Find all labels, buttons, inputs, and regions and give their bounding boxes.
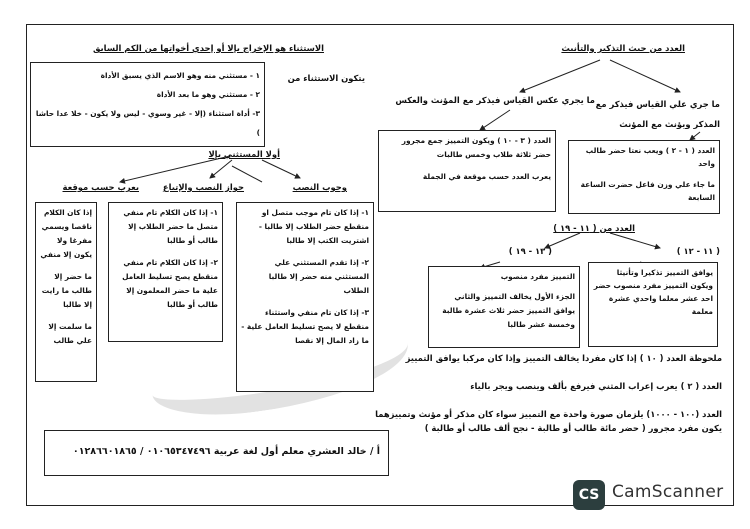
range-13-19-box (428, 266, 580, 348)
nasb-item: ١- إذا كان تام موجب متصل او منقطع حضر الطلاب إلا طالبا - اشتريت الكتب إلا طالبا (258, 208, 369, 245)
regular-rule: العدد ( ١ - ٢ ) ويعب نعتا حضر طالب واحد (585, 146, 715, 168)
range-11-12-rule: يوافق التمييز تذكيرا وتأنيثا ويكون التمييز مفرد منصوب حضر احد عشر معلما واحدي عشرة معلمة (593, 268, 713, 316)
camscanner-brand: CamScanner (612, 482, 724, 502)
component-item: ٣- أداة استثناء (إلا - غير وسوي - ليس ولا يكون - خلا عدا حاشا ) (35, 109, 260, 137)
note-two: العدد ( ٢ ) يعرب إعراب المثني فيرفع بألف وينصب ويجر بالياء (470, 381, 722, 391)
iarab-item: ما حضر إلا طالب ما رايت إلا طالبا (41, 272, 92, 309)
iarab-item: ما سلمت إلا علي طالب (48, 322, 92, 345)
regular-rule: ما جاء علي وزن فاعل حضرت الساعة السابعة (580, 180, 715, 202)
range-11-12: ( ١١ - ١٢ ) (676, 246, 720, 256)
compound-range-title: العدد من ( ١١ - ١٩ ) (553, 223, 635, 233)
nasb-item: ٢- إذا تقدم المستثني علي المستثني منه حضر إلا طالبا الطلاب (268, 258, 369, 295)
istithna-components-box (30, 62, 265, 147)
component-item: ٢ - مستثني وهو ما بعد الأداة (156, 90, 260, 99)
jawaz-box (108, 202, 223, 342)
reverse-numbers-box (378, 130, 556, 212)
note-hundred-thousand: العدد (١٠٠ - ١٠٠٠) يلزمان صورة واحدة مع التمييز سواء كان مذكر أو مؤنث وتمييزهما (375, 409, 722, 419)
iarab-item: إذا كان الكلام ناقصا ويسمي مفرغا ولا يكون إلا منفي (40, 208, 92, 259)
range-13-19-rule: الجزء الأول يخالف التمييز والثاني يوافق التمييز حضر ثلاث عشرة طالبة وخمسة عشر طالبا (442, 292, 575, 329)
nasb-heading: وجوب النصب (292, 182, 347, 192)
jawaz-heading: جواز النصب والإتباع (162, 182, 244, 192)
composed-of-label: يتكون الاستثناء من (287, 73, 365, 83)
regular-branch-label: ما جري علي القياس فيذكر مع المذكر ويؤنث مع المؤنث (595, 99, 720, 129)
teacher-credit: أ / خالد العشري معلم أول لغة عربية ٠١٠٦٥٣٤٧٤٩٦ / ٠١٢٨٦٦٠١٨٦٥ (72, 446, 380, 457)
jawaz-item: ١- إذا كان الكلام تام منفي متصل ما حضر الطلاب إلا طالب أو طالبا (123, 208, 218, 245)
reverse-branch-label: ما يجري عكس القياس فيذكر مع المؤنث والعكس (395, 95, 595, 105)
range-11-12-box (588, 262, 718, 347)
istithna-illa-title: أولا المستثني بإلا (208, 149, 280, 159)
nasb-box (236, 202, 374, 392)
nasb-item: ٣- إذا كان تام منفي واستثناء منقطع لا يصح تسليط العامل علية - ما زاد المال إلا نقصا (241, 308, 369, 345)
range-13-19: ( ١٣ - ١٩ ) (508, 246, 552, 256)
camscanner-logo-icon: CS (573, 480, 605, 510)
component-item: ١ - مستثني منه وهو الاسم الذي يسبق الأداة (100, 71, 260, 80)
iarab-heading: يعرب حسب موقعة (62, 182, 139, 192)
reverse-rule: العدد ( ٣ - ١٠ ) ويكون التمييز جمع مجرور حضر ثلاثة طلاب وخمس طالبات (401, 136, 551, 159)
number-gender-title: العدد من حيث التذكير والتأنيث (561, 43, 685, 53)
istithna-definition-title: الاستثناء هو الإخراج بإلا أو إحدي أخواتها من الكم السابق (92, 43, 324, 53)
note-hundred-example: يكون مفرد مجرور ( حضر مائة طالب أو طالبة - نجح ألف طالب أو طالبة ) (424, 423, 722, 433)
reverse-rule: يعرب العدد حسب موقعة في الجملة (422, 172, 551, 181)
note-ten: ملحوظة العدد ( ١٠ ) إذا كان مفردا يخالف التمييز وإذا كان مركبا يوافق التمييز (405, 353, 722, 363)
jawaz-item: ٢- إذا كان الكلام تام منفي منقطع يصح تسليط العامل علية ما حضر المعلمون إلا طالب أو طالبا (122, 258, 218, 309)
range-13-19-rule: التمييز مفرد منصوب (500, 272, 575, 281)
regular-numbers-box (568, 140, 720, 214)
iarab-box (35, 202, 97, 382)
teacher-footer-box (44, 430, 389, 476)
